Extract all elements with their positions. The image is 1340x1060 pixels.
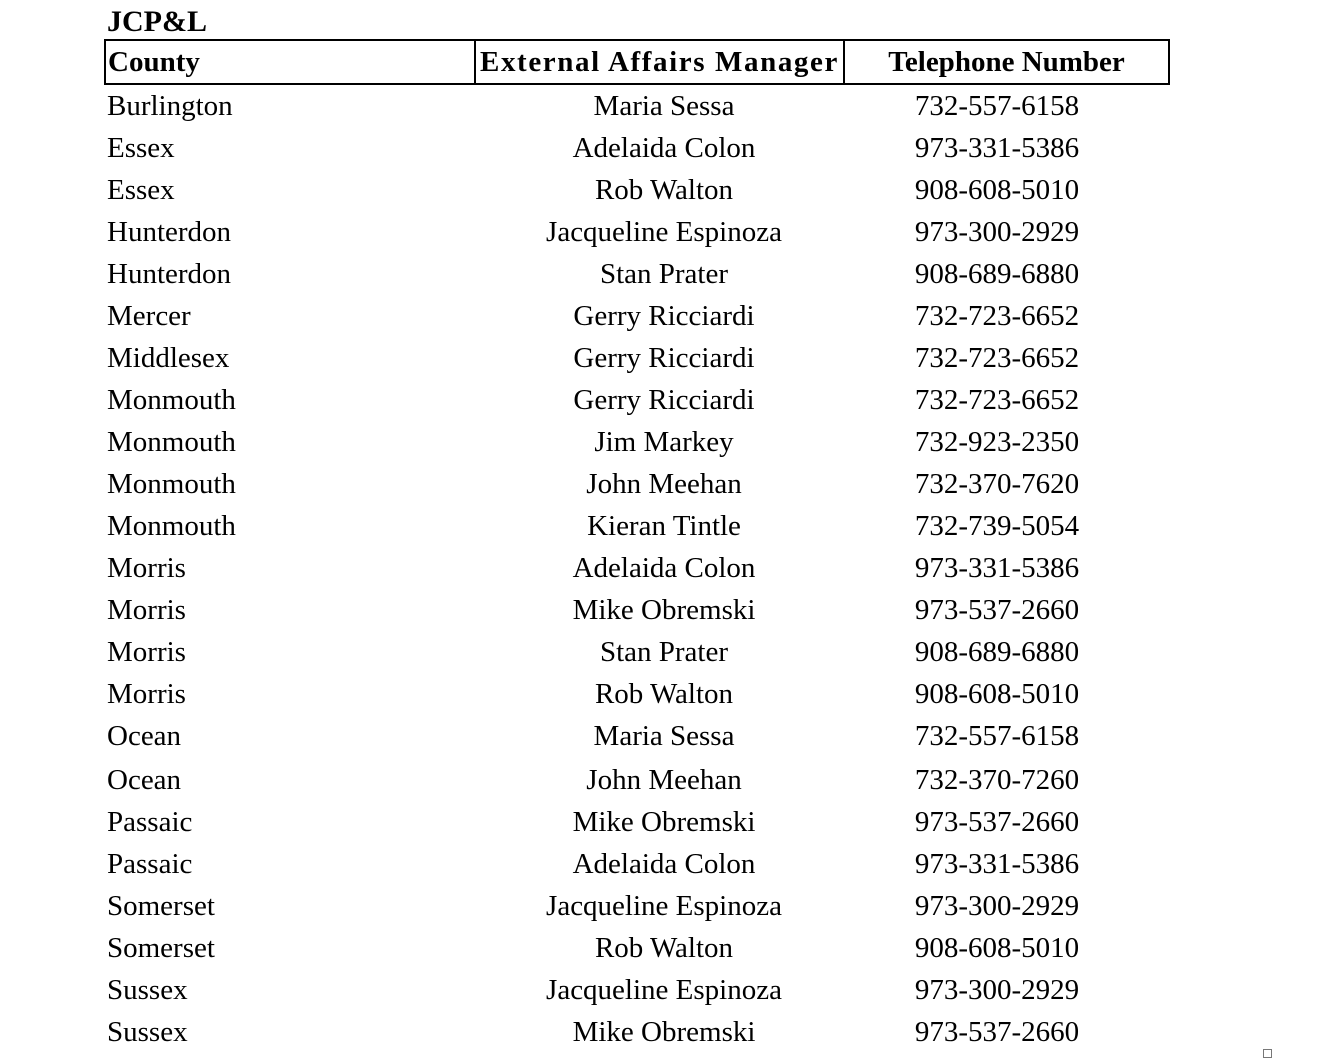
manager-cell: Rob Walton xyxy=(594,932,734,964)
manager-cell: Stan Prater xyxy=(599,258,729,290)
table-row xyxy=(0,673,1340,715)
telephone-cell: 973-300-2929 xyxy=(914,216,1080,248)
telephone-cell: 973-537-2660 xyxy=(914,1016,1080,1048)
county-cell: Monmouth xyxy=(107,468,236,500)
telephone-cell: 732-723-6652 xyxy=(914,300,1080,332)
manager-cell: John Meehan xyxy=(586,468,742,500)
manager-cell: Gerry Ricciardi xyxy=(573,300,755,332)
manager-cell: Rob Walton xyxy=(594,678,734,710)
manager-cell: Adelaida Colon xyxy=(572,552,756,584)
table-row xyxy=(0,379,1340,421)
telephone-cell: 973-537-2660 xyxy=(914,806,1080,838)
manager-cell: Jim Markey xyxy=(594,426,734,458)
header-telephone-number: Telephone Number xyxy=(888,45,1125,78)
county-cell: Ocean xyxy=(107,720,182,752)
county-cell: Monmouth xyxy=(107,384,236,416)
telephone-cell: 732-557-6158 xyxy=(914,90,1080,122)
manager-cell: Jacqueline Espinoza xyxy=(546,890,782,922)
manager-cell: Mike Obremski xyxy=(572,1016,756,1048)
table-row xyxy=(0,801,1340,843)
telephone-cell: 973-300-2929 xyxy=(914,974,1080,1006)
county-cell: Monmouth xyxy=(107,510,236,542)
manager-cell: Kieran Tintle xyxy=(587,510,741,542)
manager-cell: Mike Obremski xyxy=(572,594,756,626)
table-row xyxy=(0,843,1340,885)
telephone-cell: 732-923-2350 xyxy=(914,426,1080,458)
telephone-cell: 908-689-6880 xyxy=(914,258,1080,290)
manager-cell: Rob Walton xyxy=(594,174,734,206)
table-row xyxy=(0,295,1340,337)
table-row xyxy=(0,547,1340,589)
county-cell: Essex xyxy=(107,132,175,164)
county-cell: Monmouth xyxy=(107,426,236,458)
table-row xyxy=(0,885,1340,927)
manager-cell: Mike Obremski xyxy=(572,806,756,838)
county-cell: Ocean xyxy=(107,764,182,796)
table-row xyxy=(0,211,1340,253)
telephone-cell: 732-370-7620 xyxy=(914,468,1080,500)
table-row xyxy=(0,505,1340,547)
telephone-cell: 973-537-2660 xyxy=(914,594,1080,626)
table-row xyxy=(0,631,1340,673)
manager-cell: John Meehan xyxy=(586,764,742,796)
manager-cell: Jacqueline Espinoza xyxy=(546,974,782,1006)
telephone-cell: 732-723-6652 xyxy=(914,342,1080,374)
table-row xyxy=(0,169,1340,211)
county-cell: Sussex xyxy=(107,1016,188,1048)
table-row xyxy=(0,759,1340,801)
county-cell: Somerset xyxy=(107,890,215,922)
table-row xyxy=(0,127,1340,169)
county-cell: Somerset xyxy=(107,932,215,964)
county-cell: Hunterdon xyxy=(107,216,232,248)
county-cell: Essex xyxy=(107,174,175,206)
county-cell: Morris xyxy=(107,594,186,626)
table-row xyxy=(0,589,1340,631)
table-body xyxy=(0,85,1340,1053)
table-row xyxy=(0,253,1340,295)
telephone-cell: 973-331-5386 xyxy=(914,132,1080,164)
telephone-cell: 908-608-5010 xyxy=(914,678,1080,710)
county-cell: Hunterdon xyxy=(107,258,232,290)
county-cell: Mercer xyxy=(107,300,191,332)
table-row xyxy=(0,337,1340,379)
manager-cell: Gerry Ricciardi xyxy=(573,342,755,374)
manager-cell: Jacqueline Espinoza xyxy=(546,216,782,248)
county-cell: Burlington xyxy=(107,90,233,122)
manager-cell: Maria Sessa xyxy=(593,720,735,752)
table-row xyxy=(0,421,1340,463)
table-row xyxy=(0,927,1340,969)
manager-cell: Gerry Ricciardi xyxy=(573,384,755,416)
county-cell: Sussex xyxy=(107,974,188,1006)
telephone-cell: 732-723-6652 xyxy=(914,384,1080,416)
manager-cell: Stan Prater xyxy=(599,636,729,668)
header-county: County xyxy=(106,41,476,83)
county-cell: Morris xyxy=(107,636,186,668)
county-cell: Morris xyxy=(107,552,186,584)
telephone-cell: 908-689-6880 xyxy=(914,636,1080,668)
table-row xyxy=(0,715,1340,759)
telephone-cell: 732-557-6158 xyxy=(914,720,1080,752)
table-row xyxy=(0,969,1340,1011)
telephone-cell: 908-608-5010 xyxy=(914,932,1080,964)
manager-cell: Maria Sessa xyxy=(593,90,735,122)
telephone-cell: 973-331-5386 xyxy=(914,552,1080,584)
telephone-cell: 732-370-7260 xyxy=(914,764,1080,796)
telephone-cell: 973-331-5386 xyxy=(914,848,1080,880)
company-heading: JCP&L xyxy=(107,5,207,38)
table-row xyxy=(0,1011,1340,1053)
resize-handle[interactable] xyxy=(1263,1049,1272,1058)
county-cell: Morris xyxy=(107,678,186,710)
county-cell: Passaic xyxy=(107,806,193,838)
manager-cell: Adelaida Colon xyxy=(572,132,756,164)
table-row xyxy=(0,463,1340,505)
county-cell: Passaic xyxy=(107,848,193,880)
header-external-affairs-manager: External Affairs Manager xyxy=(476,41,845,83)
telephone-cell: 732-739-5054 xyxy=(914,510,1080,542)
telephone-cell: 908-608-5010 xyxy=(914,174,1080,206)
manager-cell: Adelaida Colon xyxy=(572,848,756,880)
county-cell: Middlesex xyxy=(107,342,230,374)
telephone-cell: 973-300-2929 xyxy=(914,890,1080,922)
table-header-row xyxy=(104,39,1170,85)
table-row xyxy=(0,85,1340,127)
